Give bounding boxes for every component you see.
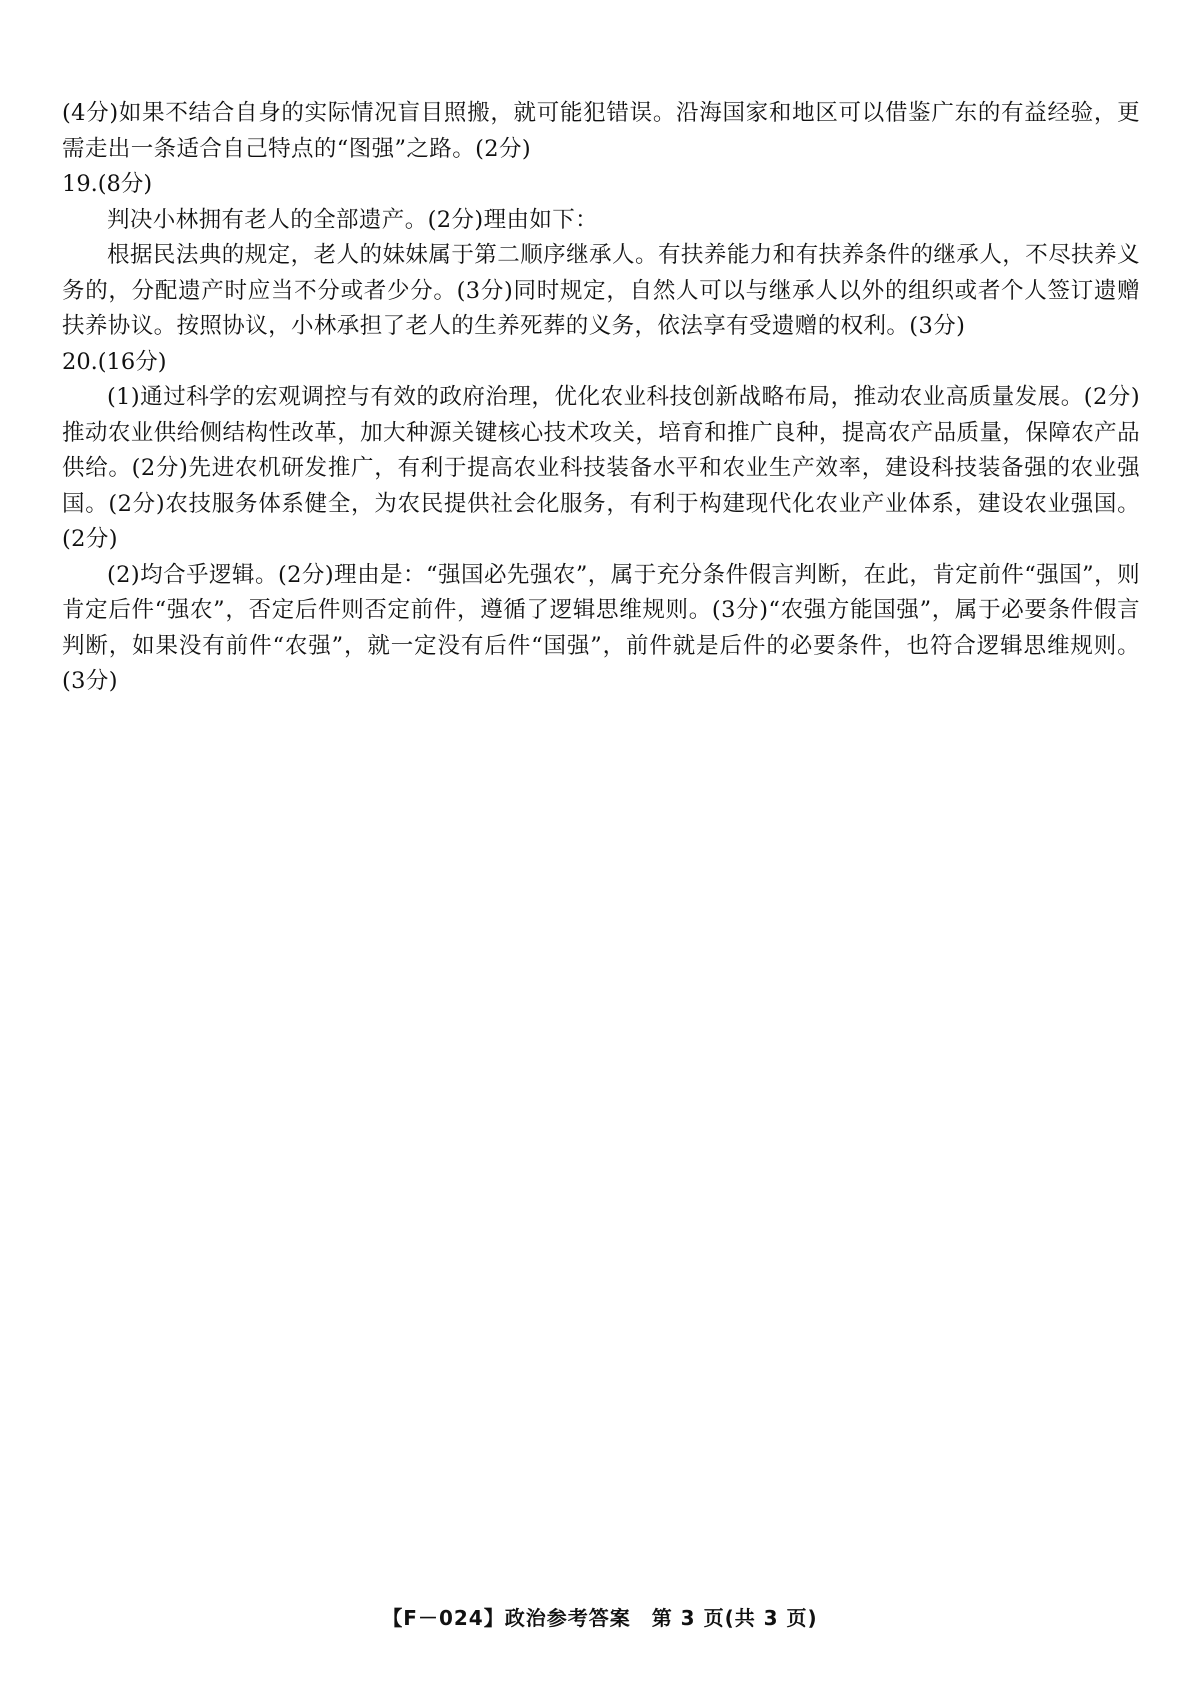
answer-content [62,96,1140,700]
question-20-part-2: (2)均合乎逻辑。(2分)理由是：“强国必先强农”，属于充分条件假言判断，在此，肯定前件“强国”，则肯定后件“强农”，否定后件则否定前件，遵循了逻辑思维规则。(3分)“农强方能国强”，属于必要条件假言判断，如果没有前件“农强”，就一定没有后件“国强”，前件就是后件的必要条件，也符合逻辑思维规则。(3分) [62,561,1140,694]
question-19-heading: 19.(8分) [62,171,153,197]
question-19-verdict: 判决小林拥有老人的全部遗产。(2分)理由如下： [107,206,599,233]
question-20-heading: 20.(16分) [62,348,167,375]
answer-paragraph-continued: (4分)如果不结合自身的实际情况盲目照搬，就可能犯错误。沿海国家和地区可以借鉴广东的有益经验，更需走出一条适合自己特点的“图强”之路。(2分) [62,100,1140,162]
question-19-reasoning: 根据民法典的规定，老人的妹妹属于第二顺序继承人。有扶养能力和有扶养条件的继承人，不尽扶养义务的，分配遗产时应当不分或者少分。(3分)同时规定，自然人可以与继承人以外的组织或者个人签订遗赠扶养协议。按照协议，小林承担了老人的生养死葬的义务，依法享有受遗赠的权利。(3分) [62,242,1140,339]
page-footer: 【F－024】政治参考答案 第 3 页(共 3 页) [382,1606,818,1630]
question-20-part-1: (1)通过科学的宏观调控与有效的政府治理，优化农业科技创新战略布局，推动农业高质量发展。(2分)推动农业供给侧结构性改革，加大种源关键核心技术攻关，培育和推广良种，提高农产品质量，保障农产品供给。(2分)先进农机研发推广，有利于提高农业科技装备水平和农业生产效率，建设科技装备强的农业强国。(2分)农技服务体系健全，为农民提供社会化服务，有利于构建现代化农业产业体系，建设农业强国。(2分) [62,384,1140,552]
